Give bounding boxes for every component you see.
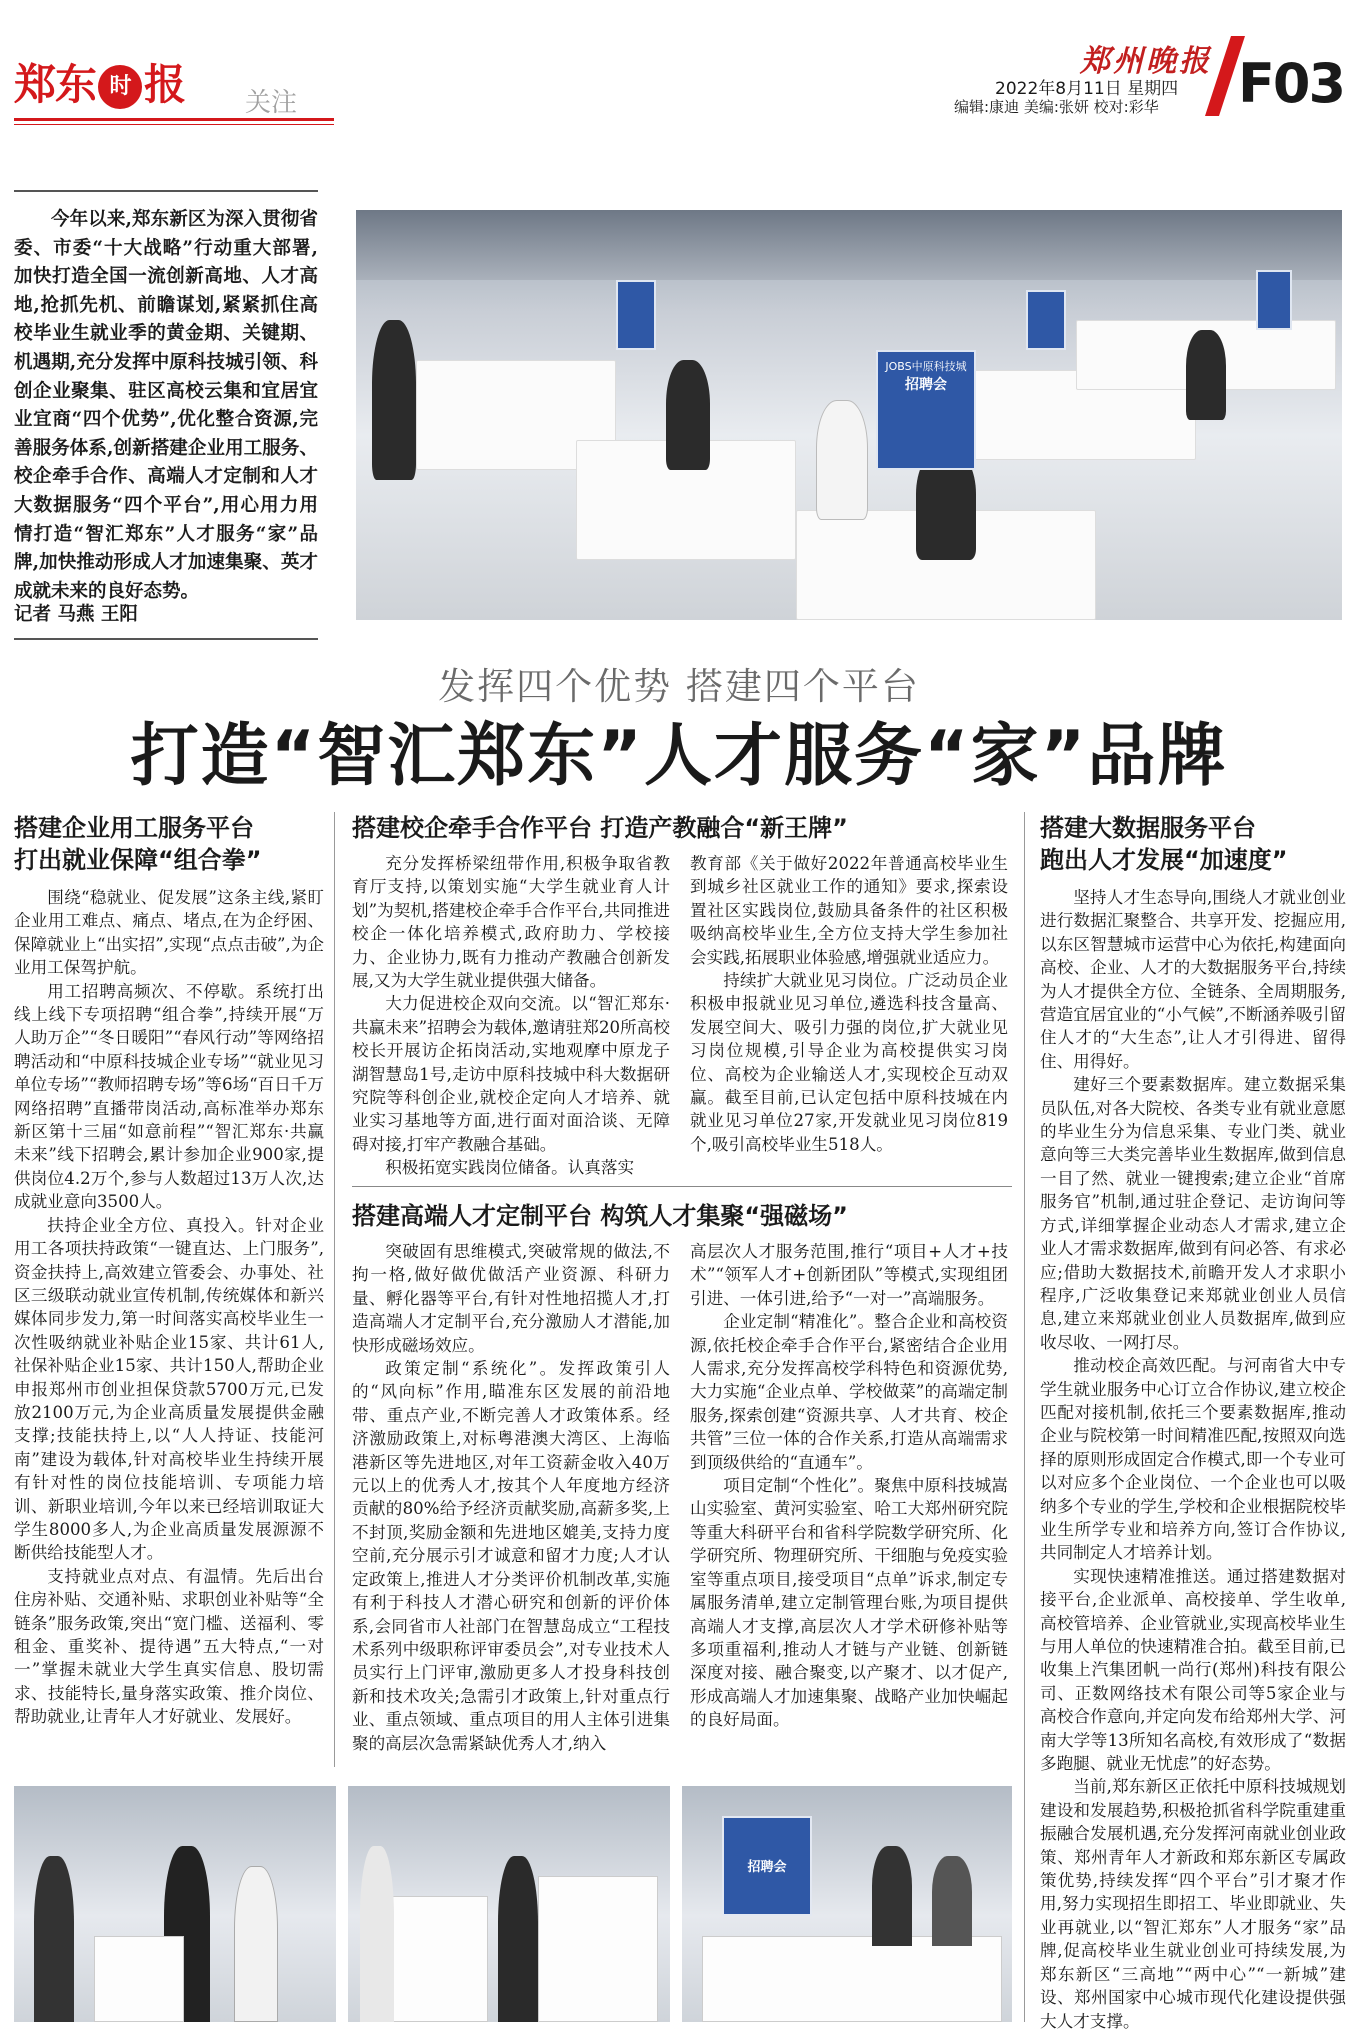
col1-section [14,812,324,1729]
col2-paragraph: 大力促进校企双向交流。以“智汇郑东·共赢未来”招聘会为载体,邀请驻郑20所高校校长开展访企拓岗活动,实地观摩中原龙子湖智慧岛1号,走访中原科技城中科大数据研究院等科创企业,就校企定向人才培养、就业实习基地等方面,进行面对面洽谈、无障碍对接,打牢产教融合基础。 [352,994,670,1154]
bottom-photo-3 [682,1786,1012,2022]
bottom-photo-2 [348,1786,670,2022]
col1-paragraph: 扶持企业全方位、真投入。针对企业用工各项扶持政策“一键直达、上门服务”,资金扶持上,高效建立管委会、办事处、社区三级联动就业宣传机制,传统媒体和新兴媒体同步发力,第一时间落实高校毕业生一次性吸纳就业补贴企业15家、共计61人,社保补贴企业15家、共计150人,帮助企业申报郑州市创业担保贷款5700万元,已发放2100万元,为企业高质量发展提供金融支撑;技能扶持上,以“人人持证、技能河南”建设为载体,针对高校毕业生持续开展有针对性的岗位技能培训、专项能力培训、新职业培训,今年以来已经培训取证大学生8000多人,为企业高质量发展源源不断供给技能型人才。 [14,1215,324,1563]
photo-visitor [498,1856,538,2022]
masthead-part2: 报 [144,60,186,109]
photo-visitor [666,360,710,470]
photo-visitor [1186,330,1226,420]
col4-paragraph: 建好三个要素数据库。建立数据采集员队伍,对各大院校、各类专业有就业意愿的毕业生分为信息采集、专业门类、就业意向等三大类完善毕业生数据库,做到信息一目了然、就业一键搜索;建立企业“首席服务官”机制,通过驻企登记、走访询问等方式,详细掌握企业动态人才需求,建立企业人才需求数据库,做到有问必答、有求必应;借助大数据技术,前瞻开发人才求职小程序,广泛收集登记来郑就业创业人员信息,建立来郑就业创业人员数据库,做到应收尽收、一网打尽。 [1040,1075,1346,1352]
booth-sign [1026,290,1066,350]
newspaper-logo: 郑州晚报 [1080,44,1212,79]
photo-booth-table [702,1936,1002,2022]
col3-paragraph: 政策定制“系统化”。发挥政策引人的“风向标”作用,瞄准东区发展的前沿地带、重点产业,不断完善人才政策体系。经济激励政策上,对标粤港澳大湾区、上海临港新区等先进地区,对年工资薪金收入40万元以上的优秀人才,按其个人年度地方经济贡献的80%给予经济贡献奖励,高薪多奖,上不封顶,奖励金额和先进地区媲美,支持力度空前,充分展示引才诚意和留才力度;人才认定政策上,推进人才分类评价机制改革,实施有利于科技人才潜心研究和创新的评价体系,会同省市人社部门在智慧岛成立“工程技术系列中级职称评审委员会”,对专业技术人员实行上门评审,激励更多人才投身科技创新和技术攻关;急需引才政策上,针对重点行业、重点领域、重点项目的用人主体引进集聚的高层次急需紧缺优秀人才,纳入 [352,1359,670,1753]
col4-heading-line2: 跑出人才发展“加速度” [1040,846,1288,874]
col4-paragraph: 当前,郑东新区正依托中原科技城规划建设和发展趋势,积极抢抓省科学院重建重振融合发展机遇,充分发挥河南就业创业政策、郑州青年人才新政和郑东新区专属政策优势,持续发挥“四个平台”引才聚才作用,努力实现招生即招工、毕业即就业、失业再就业,以“智汇郑东”人才服务“家”品牌,促高校毕业生就业创业可持续发展,为郑东新区“三高地”“两中心”“一新城”建设、郑州国家中心城市现代化建设提供强大人才支撑。 [1040,1777,1346,2031]
col4-paragraph: 坚持人才生态导向,围绕人才就业创业进行数据汇聚整合、共享开发、挖掘应用,以东区智慧城市运营中心为依托,构建面向高校、企业、人才的大数据服务平台,持续为人才提供全方位、全链条、全周期服务,营造宜居宜业的“小气候”,不断涵养吸引留住人才的“大生态”,让人才引得进、留得住、用得好。 [1040,888,1346,1071]
photo-booth-table [388,1896,488,2022]
col2-right-text [690,852,1008,1156]
reporter-byline: 记者 马燕 王阳 [14,604,138,625]
column-divider [334,812,335,1767]
photo-visitor [932,1856,972,1946]
main-title: 打造“智汇郑东”人才服务“家”品牌 [130,717,1228,796]
photo-visitor [360,1846,394,2022]
col2-paragraph: 持续扩大就业见习岗位。广泛动员企业积极申报就业见习单位,遴选科技含量高、发展空间大、吸引力强的岗位,扩大就业见习岗位规模,引导企业为高校提供实习岗位、高校为企业输送人才,实现校企互动双赢。截至目前,已认定包括中原科技城在内就业见习单位27家,开发就业见习岗位819个,吸引高校毕业生518人。 [690,971,1008,1154]
col2-heading: 搭建校企牵手合作平台 打造产教融合“新王牌” [352,814,848,842]
column-divider [1024,812,1025,2022]
col3-paragraph: 突破固有思维模式,突破常规的做法,不拘一格,做好做优做活产业资源、科研力量、孵化器等平台,有针对性地招揽人才,打造高端人才定制平台,充分激励人才潜能,加快形成磁场效应。 [352,1242,670,1355]
col1-heading-line1: 搭建企业用工服务平台 [14,814,254,842]
photo-booth-table [94,1936,184,2022]
sign-line2: 招聘会 [905,377,947,393]
section-label: 关注 [245,88,298,118]
editor-credits: 编辑:康迪 美编:张妍 校对:彩华 [954,98,1159,116]
col4-heading-line1: 搭建大数据服务平台 [1040,814,1256,842]
bottom-photo-1 [14,1786,336,2022]
col4-section [1040,812,1346,2033]
lead-bottom-rule [14,638,318,640]
lead-paragraph: 今年以来,郑东新区为深入贯彻省委、市委“十大战略”行动重大部署,加快打造全国一流创新高地、人才高地,抢抓先机、前瞻谋划,紧紧抓住高校毕业生就业季的黄金期、关键期、机遇期,充分发挥中原科技城引领、科创企业聚集、驻区高校云集和宜居宜业宜商“四个优势”,优化整合资源,完善服务体系,创新搭建企业用工服务、校企牵手合作、高端人才定制和人才大数据服务“四个平台”,用心用力用情打造“智汇郑东”人才服务“家”品牌,加快推动形成人才加速集聚、英才成就未来的良好态势。 [14,209,318,602]
recruitment-sign: 招聘会 [722,1816,812,1916]
header-rule [14,118,334,121]
lead-top-rule [14,190,318,192]
col4-paragraph: 推动校企高效匹配。与河南省大中专学生就业服务中心订立合作协议,建立校企匹配对接机制,依托三个要素数据库,推动企业与院校第一时间精准匹配,按照双向选择的原则形成固定合作模式,即一个专业可以对应多个企业岗位、一个企业也可以吸纳多个专业的学生,学校和企业根据院校毕业生所学专业和培养方向,签订合作协议,共同制定人才培养计划。 [1040,1356,1346,1563]
col3-right-text [690,1240,1008,1732]
col1-paragraph: 围绕“稳就业、促发展”这条主线,紧盯企业用工难点、痛点、堵点,在为企纾困、保障就业上“出实招”,实现“点点击破”,为企业用工保驾护航。 [14,888,324,978]
photo-visitor [816,400,868,520]
col2-paragraph: 教育部《关于做好2022年普通高校毕业生到城乡社区就业工作的通知》要求,探索设置社区实践岗位,鼓励具备条件的社区积极吸纳高校毕业生,全方位支持大学生参加社会实践,拓展职业体验感,增强就业适应力。 [690,854,1008,967]
col1-paragraph: 用工招聘高频次、不停歇。系统打出线上线下专项招聘“组合拳”,持续开展“万人助万企”“冬日暖阳”“春风行动”等网络招聘活动和“中原科技城企业专场”“就业见习单位专场”“教师招聘专场”等6场“百日千万网络招聘”直播带岗活动,高标准举办郑东新区第十三届“如意前程”“智汇郑东·共赢未来”线下招聘会,累计参加企业900家,提供岗位4.2万个,参与人数超过13万人次,达成就业意向3500人。 [14,981,324,1212]
photo-visitor [34,1856,74,2022]
col4-paragraph: 实现快速精准推送。通过搭建数据对接平台,企业派单、高校接单、学生收单,高校管培养、企业管就业,实现高校毕业生与用人单位的快速精准合拍。截至目前,已收集上汽集团帆一尚行(郑州)科技有限公司、正数网络技术有限公司等5家企业与高校合作意向,并定向发布给郑州大学、河南大学等13所知名高校,有效形成了“数据多跑腿、就业无忧虑”的好态势。 [1040,1566,1346,1774]
page-number: F03 [1238,52,1345,115]
col2-left-text [352,852,670,1180]
masthead-badge: 时 [98,65,142,109]
subtitle: 发挥四个优势 搭建四个平台 [438,665,920,708]
section-divider [352,1186,1012,1187]
photo-visitor [372,320,416,480]
photo-booth-table [538,1876,658,2022]
col3-paragraph: 企业定制“精准化”。整合企业和高校资源,依托校企牵手合作平台,紧密结合企业用人需求,充分发挥高校学科特色和资源优势,大力实施“企业点单、学校做菜”的高端定制服务,探索创建“资源共享、人才共育、校企共管”三位一体的合作关系,打造从高端需求到顶级供给的“直通车”。 [690,1312,1008,1472]
issue-date: 2022年8月11日 星期四 [995,79,1179,99]
booth-sign [616,280,656,350]
col3-heading: 搭建高端人才定制平台 构筑人才集聚“强磁场” [352,1202,848,1230]
col2-paragraph: 积极拓宽实践岗位储备。认真落实 [385,1158,635,1178]
job-fair-photo [356,210,1342,620]
photo-visitor [234,1866,278,2022]
col3-paragraph: 高层次人才服务范围,推行“项目+人才+技术”“领军人才+创新团队”等模式,实现组团引进、一体引进,给予“一对一”高端服务。 [690,1242,1008,1308]
col1-heading-line2: 打出就业保障“组合拳” [14,846,262,874]
col3-paragraph: 项目定制“个性化”。聚焦中原科技城嵩山实验室、黄河实验室、哈工大郑州研究院等重大科研平台和省科学院数学研究所、化学研究所、物理研究所、干细胞与免疫实验室等重点项目,接受项目“点单”诉求,制定专属服务清单,建立定制管理台账,为项目提供高端人才支撑,高层次人才学术研修补贴等多项重福利,推动人才链与产业链、创新链深度对接、融合聚变,以产聚才、以才促产,形成高端人才加速集聚、战略产业加快崛起的良好局面。 [690,1476,1008,1730]
col3-left-text [352,1240,670,1755]
col1-paragraph: 支持就业点对点、有温情。先后出台住房补贴、交通补贴、求职创业补贴等“全链条”服务政策,突出“宽门槛、送福利、零租金、重奖补、提待遇”五大特点,“一对一”掌握未就业大学生真实信息、股切需求、技能特长,量身落实政策、推介岗位、帮助就业,让青年人才好就业、发展好。 [14,1566,324,1727]
masthead [14,52,185,112]
masthead-part1: 郑东 [14,60,97,109]
photo-visitor [872,1846,912,1946]
header-rule-thin [14,124,334,125]
sign-line1: JOBS中原科技城 [885,360,967,373]
booth-sign [1256,270,1292,330]
col2-paragraph: 充分发挥桥梁纽带作用,积极争取省教育厅支持,以策划实施“大学生就业育人计划”为契机,搭建校企牵手合作平台,共同推进校企一体化培养模式,政府助力、学校接力、企业协力,既有力推动产教融合创新发展,又为大学生就业提供强大储备。 [352,854,670,991]
recruitment-sign [876,350,976,470]
photo-ceiling [356,210,1342,280]
